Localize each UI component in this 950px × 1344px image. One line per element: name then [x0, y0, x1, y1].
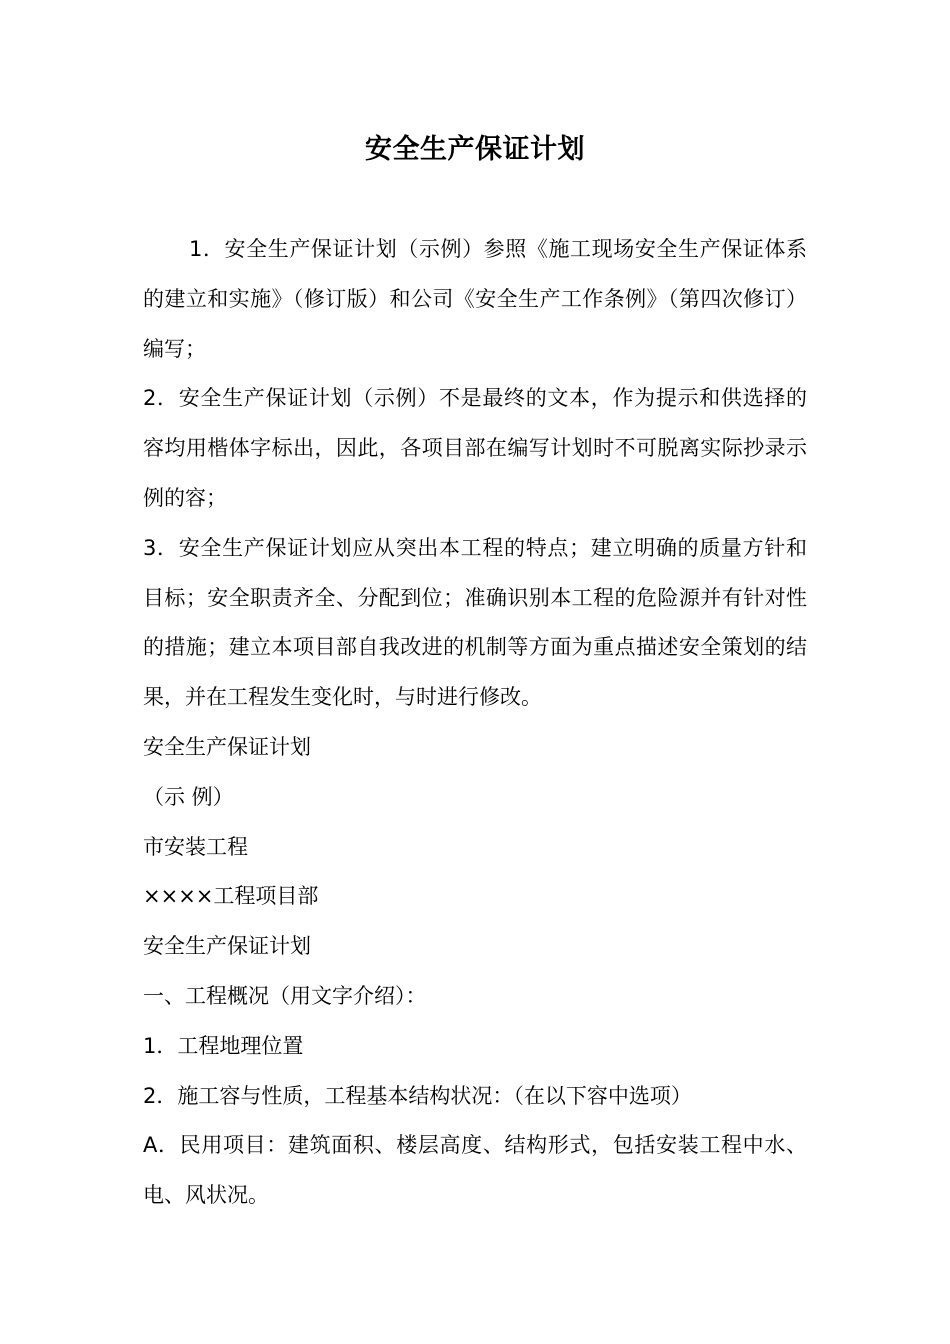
list-item-construction: 2．施工容与性质，工程基本结构状况：（在以下容中选项）: [143, 1083, 692, 1108]
example-label: （示 例）: [143, 784, 234, 809]
note-paragraph-1: 1．安全生产保证计划（示例）参照《施工现场安全生产保证体系的建立和实施》（修订版）和公司《安全生产工作条例》（第四次修订）编写；: [143, 237, 807, 361]
note-paragraph-3: 3．安全生产保证计划应从突出本工程的特点；建立明确的质量方针和目标；安全职责齐全、分配到位；准确识别本工程的危险源并有针对性的措施；建立本项目部自我改进的机制等方面为重点描述安全策划的结果，并在工程发生变化时，与时进行修改。: [143, 535, 807, 710]
list-item-civil-project: A．民用项目：建筑面积、楼层高度、结构形式，包括安装工程中水、电、风状况。: [143, 1133, 807, 1208]
list-item-location: 1．工程地理位置: [143, 1033, 304, 1058]
plan-heading-repeat: 安全生产保证计划: [143, 934, 311, 959]
plan-heading: 安全生产保证计划: [143, 734, 311, 759]
note-paragraph-2: 2．安全生产保证计划（示例）不是最终的文本，作为提示和供选择的容均用楷体字标出，因此，各项目部在编写计划时不可脱离实际抄录示例的容；: [143, 386, 807, 510]
project-department: ××××工程项目部: [143, 884, 319, 909]
project-city: 市安装工程: [143, 834, 248, 859]
document-title: 安全生产保证计划: [365, 134, 585, 165]
document-body: [143, 225, 807, 1221]
section-heading-overview: 一、工程概况（用文字介绍）：: [143, 983, 427, 1008]
